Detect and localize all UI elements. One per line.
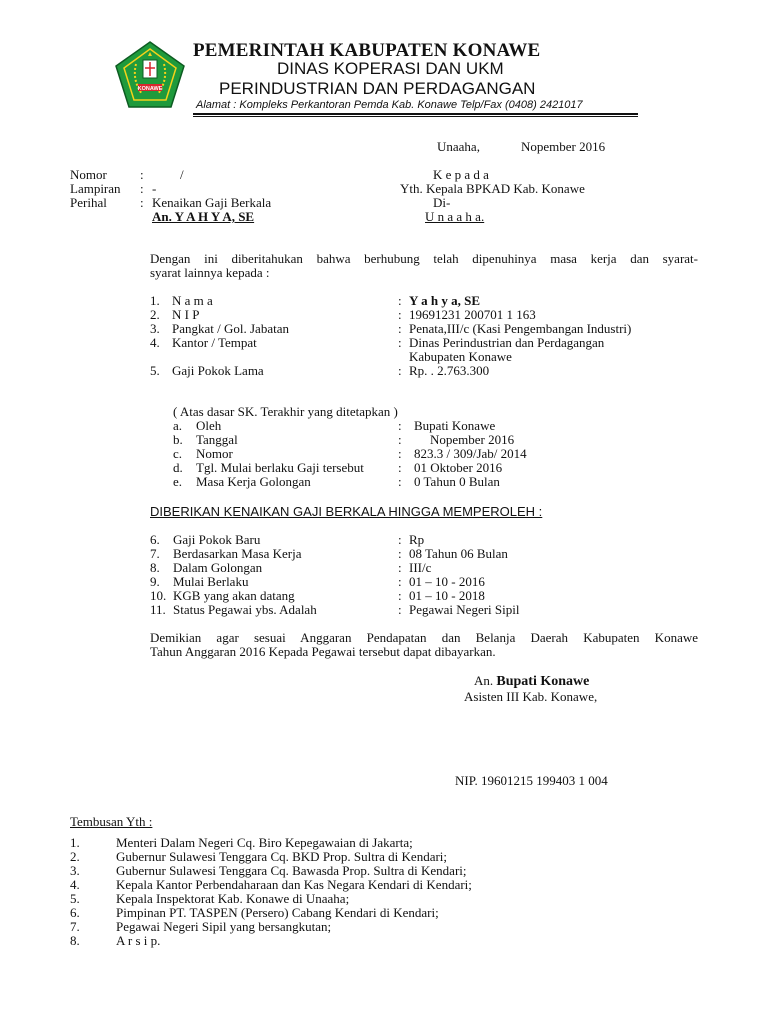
tembusan-num: 8. xyxy=(70,933,80,948)
item-label: Pangkat / Gol. Jabatan xyxy=(172,321,289,336)
nomor-colon: : xyxy=(140,167,144,182)
closing-line-2: Tahun Anggaran 2016 Kepada Pegawai tersebut dapat dibayarkan. xyxy=(150,644,496,659)
new-colon: : xyxy=(398,574,402,589)
recipient-place: U n a a h a. xyxy=(425,209,485,224)
item-value-pangkat: Penata,III/c (Kasi Pengembangan Industri) xyxy=(409,321,632,336)
lampiran-colon: : xyxy=(140,181,144,196)
tembusan-item: Pimpinan PT. TASPEN (Persero) Cabang Kendari di Kendari; xyxy=(116,905,439,920)
date-month: Nopember 2016 xyxy=(521,139,606,154)
signature-block xyxy=(474,674,589,689)
sk-num: a. xyxy=(173,418,183,433)
item-value-nama: Y a h y a, SE xyxy=(409,293,481,308)
item-colon: : xyxy=(398,293,402,308)
sk-colon: : xyxy=(398,432,402,447)
header-government: PEMERINTAH KABUPATEN KONAWE xyxy=(193,40,541,61)
item-colon: : xyxy=(398,363,402,378)
signature-an: An. xyxy=(474,673,494,688)
new-value-mulai: 01 – 10 - 2016 xyxy=(409,574,485,589)
new-colon: : xyxy=(398,546,402,561)
tembusan-heading: Tembusan Yth : xyxy=(70,814,153,829)
item-value-kantor: Dinas Perindustrian dan Perdagangan xyxy=(409,335,605,350)
header-perindustrian: PERINDUSTRIAN DAN PERDAGANGAN xyxy=(219,79,536,98)
perihal-label: Perihal xyxy=(70,195,107,210)
sk-heading: ( Atas dasar SK. Terakhir yang ditetapkan ) xyxy=(173,404,398,419)
tembusan-item: Gubernur Sulawesi Tenggara Cq. BKD Prop. Sultra di Kendari; xyxy=(116,849,448,864)
header-rule-thick xyxy=(193,113,638,115)
tembusan-num: 3. xyxy=(70,863,80,878)
sk-value-tgl-mulai: 01 Oktober 2016 xyxy=(414,460,503,475)
new-num: 7. xyxy=(150,546,160,561)
new-label: Berdasarkan Masa Kerja xyxy=(173,546,302,561)
tembusan-num: 5. xyxy=(70,891,80,906)
signature-asisten: Asisten III Kab. Konawe, xyxy=(464,689,598,704)
new-colon: : xyxy=(398,532,402,547)
tembusan-item: A r s i p. xyxy=(116,933,161,948)
tembusan-num: 4. xyxy=(70,877,80,892)
nomor-label: Nomor xyxy=(70,167,107,182)
item-num: 3. xyxy=(150,321,160,336)
sk-value-oleh: Bupati Konawe xyxy=(414,418,496,433)
item-value-kantor-2: Kabupaten Konawe xyxy=(409,349,512,364)
new-label: KGB yang akan datang xyxy=(173,588,295,603)
sk-label: Tanggal xyxy=(196,432,238,447)
sk-colon: : xyxy=(398,446,402,461)
new-value-masa-kerja: 08 Tahun 06 Bulan xyxy=(409,546,508,561)
new-value-golongan: III/c xyxy=(409,560,432,575)
perihal-an: An. Y A H Y A, SE xyxy=(152,209,255,224)
intro-line-1: Dengan ini diberitahukan bahwa berhubung telah dipenuhinya masa kerja dan syarat- xyxy=(150,251,698,266)
sk-label: Masa Kerja Golongan xyxy=(196,474,311,489)
item-colon: : xyxy=(398,321,402,336)
sk-value-tanggal: Nopember 2016 xyxy=(430,432,515,447)
sk-num: b. xyxy=(173,432,183,447)
recipient-di: Di- xyxy=(433,195,451,210)
perihal-value: Kenaikan Gaji Berkala xyxy=(152,195,272,210)
sk-value-masa-kerja: 0 Tahun 0 Bulan xyxy=(414,474,500,489)
intro-line-2: syarat lainnya kepada : xyxy=(150,265,270,280)
item-value-gaji-lama: Rp. . 2.763.300 xyxy=(409,363,490,378)
sk-colon: : xyxy=(398,460,402,475)
diberikan-heading: DIBERIKAN KENAIKAN GAJI BERKALA HINGGA MEMPEROLEH : xyxy=(150,504,543,519)
item-label: N a m a xyxy=(172,293,213,308)
sk-value-nomor: 823.3 / 309/Jab/ 2014 xyxy=(414,446,527,461)
new-colon: : xyxy=(398,588,402,603)
item-num: 1. xyxy=(150,293,160,308)
signature-nip: NIP. 19601215 199403 1 004 xyxy=(455,773,608,788)
konawe-emblem-logo xyxy=(114,40,186,110)
new-label: Gaji Pokok Baru xyxy=(173,532,261,547)
tembusan-item: Kepala Kantor Perbendaharaan dan Kas Negara Kendari di Kendari; xyxy=(116,877,472,892)
sk-colon: : xyxy=(398,474,402,489)
sk-num: c. xyxy=(173,446,183,461)
new-value-kgb: 01 – 10 - 2018 xyxy=(409,588,485,603)
sk-label: Oleh xyxy=(196,418,222,433)
item-colon: : xyxy=(398,307,402,322)
header-address: Alamat : Kompleks Perkantoran Pemda Kab. Konawe Telp/Fax (0408) 2421017 xyxy=(196,99,583,111)
sk-num: e. xyxy=(173,474,183,489)
lampiran-value: - xyxy=(152,181,157,196)
tembusan-item: Pegawai Negeri Sipil yang bersangkutan; xyxy=(116,919,332,934)
tembusan-item: Kepala Inspektorat Kab. Konawe di Unaaha; xyxy=(116,891,350,906)
item-num: 2. xyxy=(150,307,160,322)
sk-label: Tgl. Mulai berlaku Gaji tersebut xyxy=(196,460,364,475)
tembusan-num: 1. xyxy=(70,835,80,850)
new-num: 8. xyxy=(150,560,160,575)
logo-caption: KONAWE xyxy=(137,86,163,92)
new-num: 10. xyxy=(150,588,167,603)
recipient-kepada: K e p a d a xyxy=(433,167,489,182)
new-label: Dalam Golongan xyxy=(173,560,263,575)
sk-label: Nomor xyxy=(196,446,233,461)
item-colon: : xyxy=(398,335,402,350)
lampiran-label: Lampiran xyxy=(70,181,121,196)
new-num: 6. xyxy=(150,532,160,547)
nomor-value: / xyxy=(180,167,184,182)
item-value-nip: 19691231 200701 1 163 xyxy=(409,307,536,322)
signature-bupati: Bupati Konawe xyxy=(496,674,590,689)
item-label: Kantor / Tempat xyxy=(172,335,257,350)
tembusan-num: 6. xyxy=(70,905,80,920)
item-num: 4. xyxy=(150,335,160,350)
tembusan-num: 2. xyxy=(70,849,80,864)
item-label: Gaji Pokok Lama xyxy=(172,363,264,378)
tembusan-num: 7. xyxy=(70,919,80,934)
new-label: Mulai Berlaku xyxy=(173,574,249,589)
new-colon: : xyxy=(398,560,402,575)
new-num: 11. xyxy=(150,602,166,617)
perihal-colon: : xyxy=(140,195,144,210)
new-label: Status Pegawai ybs. Adalah xyxy=(173,602,317,617)
header-dinas: DINAS KOPERASI DAN UKM xyxy=(277,59,504,78)
header-rule-thin xyxy=(193,116,638,117)
tembusan-item: Menteri Dalam Negeri Cq. Biro Kepegawaian di Jakarta; xyxy=(116,835,413,850)
recipient-yth: Yth. Kepala BPKAD Kab. Konawe xyxy=(400,181,585,196)
new-value-status: Pegawai Negeri Sipil xyxy=(409,602,520,617)
new-value-gaji-baru: Rp xyxy=(409,532,425,547)
new-colon: : xyxy=(398,602,402,617)
date-place: Unaaha, xyxy=(437,139,480,154)
tembusan-item: Gubernur Sulawesi Tenggara Cq. Bawasda Prop. Sultra di Kendari; xyxy=(116,863,467,878)
closing-line-1: Demikian agar sesuai Anggaran Pendapatan dan Belanja Daerah Kabupaten Konawe xyxy=(150,630,698,645)
item-num: 5. xyxy=(150,363,160,378)
new-num: 9. xyxy=(150,574,160,589)
sk-num: d. xyxy=(173,460,183,475)
sk-colon: : xyxy=(398,418,402,433)
item-label: N I P xyxy=(172,307,200,322)
